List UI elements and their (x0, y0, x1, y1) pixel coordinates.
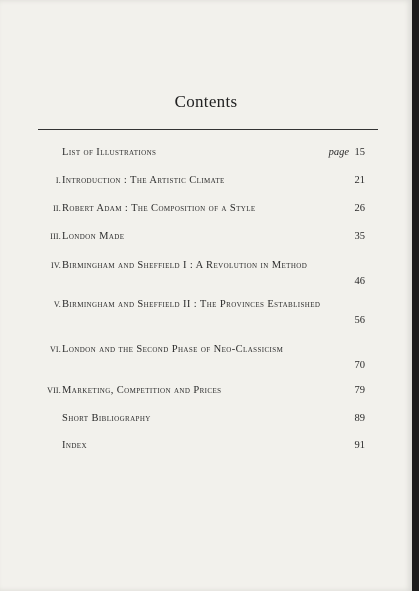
toc-entry-page: 21 (354, 175, 365, 186)
chapter-number: V. (53, 300, 61, 309)
toc-entry-text: London and the Second Phase of Neo-Classicism (62, 344, 284, 355)
toc-entry-page: 70 (354, 360, 365, 371)
toc-entry-text: London Made (62, 231, 125, 242)
chapter-number: III. (50, 232, 61, 241)
chapter-number: VI. (49, 345, 61, 354)
toc-entry-text: Birmingham and Sheffield I : A Revolution in Method (62, 260, 308, 271)
toc-entry-text: Marketing, Competition and Prices (62, 385, 222, 396)
chapter-number: IV. (50, 261, 61, 270)
toc-entry-page: 56 (354, 315, 365, 326)
toc-entry-text: Birmingham and Sheffield II : The Provinces Established (62, 299, 321, 310)
chapter-number: I. (55, 176, 61, 185)
toc-entry-text: Index (62, 440, 87, 451)
toc-entry-text: List of Illustrations (62, 147, 157, 158)
toc-entry-page: 89 (354, 413, 365, 424)
contents-title: Contents (174, 92, 238, 111)
toc-entry-page: 26 (354, 203, 365, 214)
toc-entry-page: 91 (354, 440, 365, 451)
toc-entry-text: Short Bibliography (62, 413, 151, 424)
toc-entry-page: 35 (354, 231, 365, 242)
toc-entry-text: Introduction : The Artistic Climate (62, 175, 225, 186)
toc-entry-page: 79 (354, 385, 365, 396)
chapter-number: VII. (47, 386, 61, 395)
chapter-number: II. (53, 204, 61, 213)
toc-entry-page: 15 (354, 147, 365, 158)
toc-entry-page: 46 (354, 276, 365, 287)
toc-entry-text: Robert Adam : The Composition of a Style (62, 203, 256, 214)
page-word: page (328, 147, 349, 158)
title-rule (38, 129, 378, 130)
